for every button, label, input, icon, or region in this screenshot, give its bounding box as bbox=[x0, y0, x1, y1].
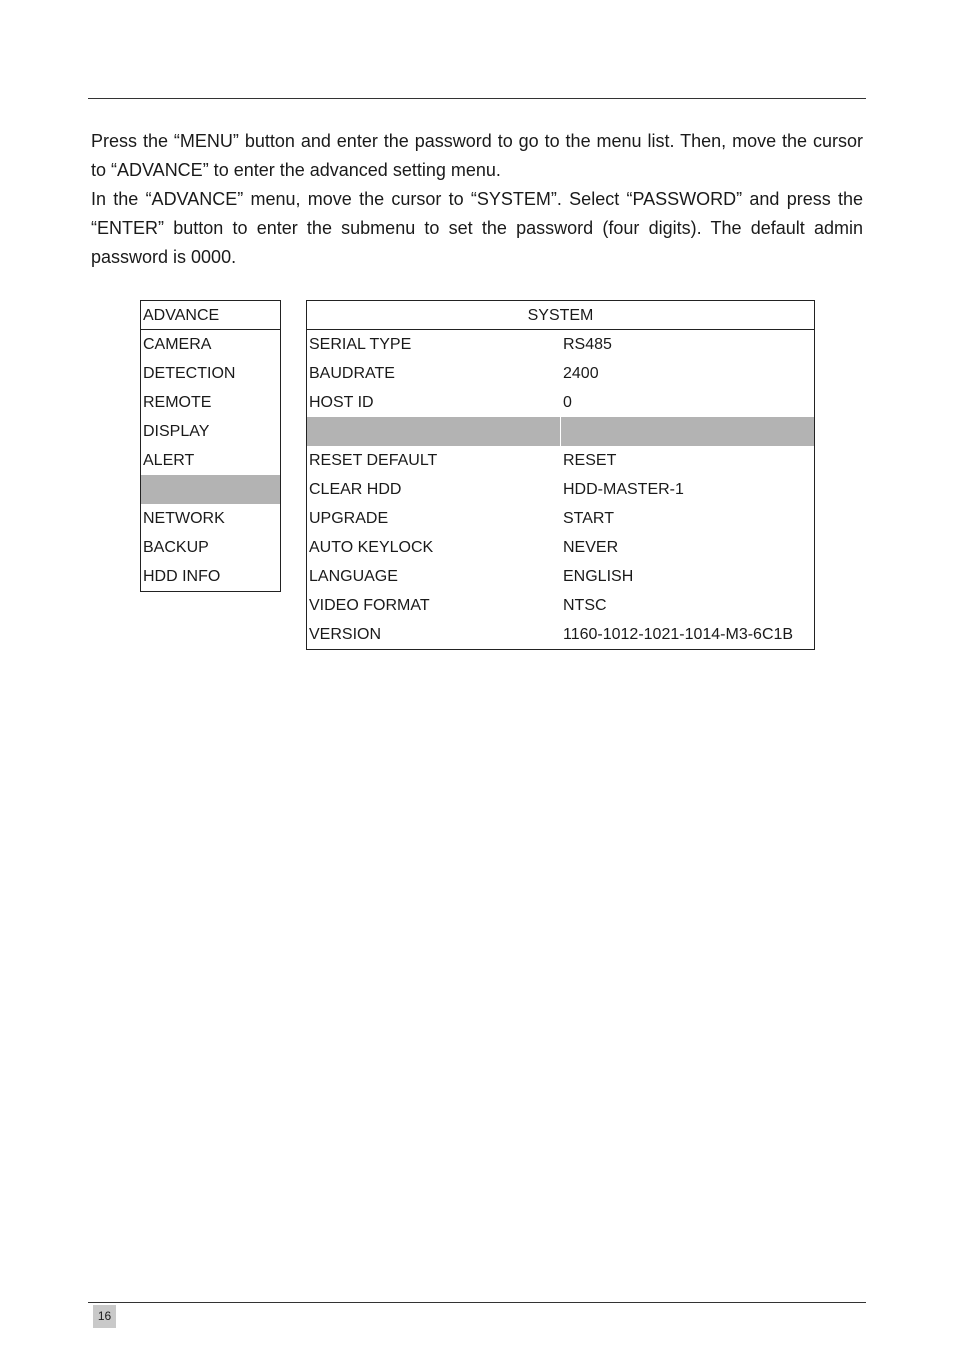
intro-text bbox=[91, 127, 863, 272]
system-row-upgrade[interactable] bbox=[307, 504, 814, 533]
system-row-label: VIDEO FORMAT bbox=[309, 597, 430, 614]
system-row-value bbox=[561, 417, 814, 446]
system-row-value: NTSC bbox=[563, 597, 607, 614]
advance-menu-item-backup[interactable]: BACKUP bbox=[143, 539, 209, 556]
system-menu bbox=[306, 300, 815, 650]
system-row-label: BAUDRATE bbox=[309, 365, 395, 382]
advance-menu-item-remote[interactable]: REMOTE bbox=[143, 394, 212, 411]
system-row-label: VERSION bbox=[309, 626, 382, 643]
system-row-label: HOST ID bbox=[309, 394, 374, 411]
system-row-value: 2400 bbox=[563, 365, 599, 382]
system-row-value: RS485 bbox=[563, 336, 612, 353]
system-row-serial-type[interactable] bbox=[307, 330, 814, 359]
system-row-host-id[interactable] bbox=[307, 388, 814, 417]
system-row-value: START bbox=[563, 510, 614, 527]
system-row-label: AUTO KEYLOCK bbox=[309, 539, 434, 556]
system-menu-title: SYSTEM bbox=[307, 301, 814, 330]
intro-paragraph-1: Press the “MENU” button and enter the password to go to the menu list. Then, move the cursor to “ADVANCE” to enter the advanced setting menu. bbox=[91, 131, 863, 180]
system-row-baudrate[interactable] bbox=[307, 359, 814, 388]
intro-paragraph-2: In the “ADVANCE” menu, move the cursor to “SYSTEM”. Select “PASSWORD” and press the “ENTER” button to enter the submenu to set the password (four digits). The default admin password is 0000. bbox=[91, 189, 863, 267]
system-row-value: 1160-1012-1021-1014-M3-6C1B bbox=[563, 626, 794, 643]
system-row-selected[interactable] bbox=[307, 417, 814, 446]
advance-menu-item-alert[interactable]: ALERT bbox=[143, 452, 195, 469]
system-row-reset-default[interactable] bbox=[307, 446, 814, 475]
system-row-version[interactable] bbox=[307, 620, 814, 649]
system-row-value: RESET bbox=[563, 452, 617, 469]
system-row-value: 0 bbox=[563, 394, 572, 411]
advance-menu-item-hdd-info[interactable]: HDD INFO bbox=[143, 568, 221, 585]
system-row-label: SERIAL TYPE bbox=[309, 336, 412, 353]
advance-menu-item-selected[interactable] bbox=[141, 475, 280, 504]
system-row-value: ENGLISH bbox=[563, 568, 634, 585]
system-row-auto-keylock[interactable] bbox=[307, 533, 814, 562]
system-row-label bbox=[307, 417, 561, 446]
system-row-label: RESET DEFAULT bbox=[309, 452, 438, 469]
advance-menu-item-network[interactable]: NETWORK bbox=[143, 510, 225, 527]
header-rule bbox=[88, 98, 866, 99]
advance-menu-title: ADVANCE bbox=[141, 301, 280, 330]
system-row-value: HDD-MASTER-1 bbox=[563, 481, 684, 498]
footer-rule bbox=[88, 1302, 866, 1303]
system-row-label: UPGRADE bbox=[309, 510, 389, 527]
system-row-value: NEVER bbox=[563, 539, 619, 556]
advance-menu bbox=[140, 300, 281, 592]
system-row-label: CLEAR HDD bbox=[309, 481, 402, 498]
system-row-language[interactable] bbox=[307, 562, 814, 591]
advance-menu-item-display[interactable]: DISPLAY bbox=[143, 423, 210, 440]
page-number: 16 bbox=[93, 1305, 116, 1328]
system-row-clear-hdd[interactable] bbox=[307, 475, 814, 504]
system-row-label: LANGUAGE bbox=[309, 568, 398, 585]
advance-menu-item-camera[interactable]: CAMERA bbox=[143, 336, 212, 353]
advance-menu-item-detection[interactable]: DETECTION bbox=[143, 365, 236, 382]
system-row-video-format[interactable] bbox=[307, 591, 814, 620]
